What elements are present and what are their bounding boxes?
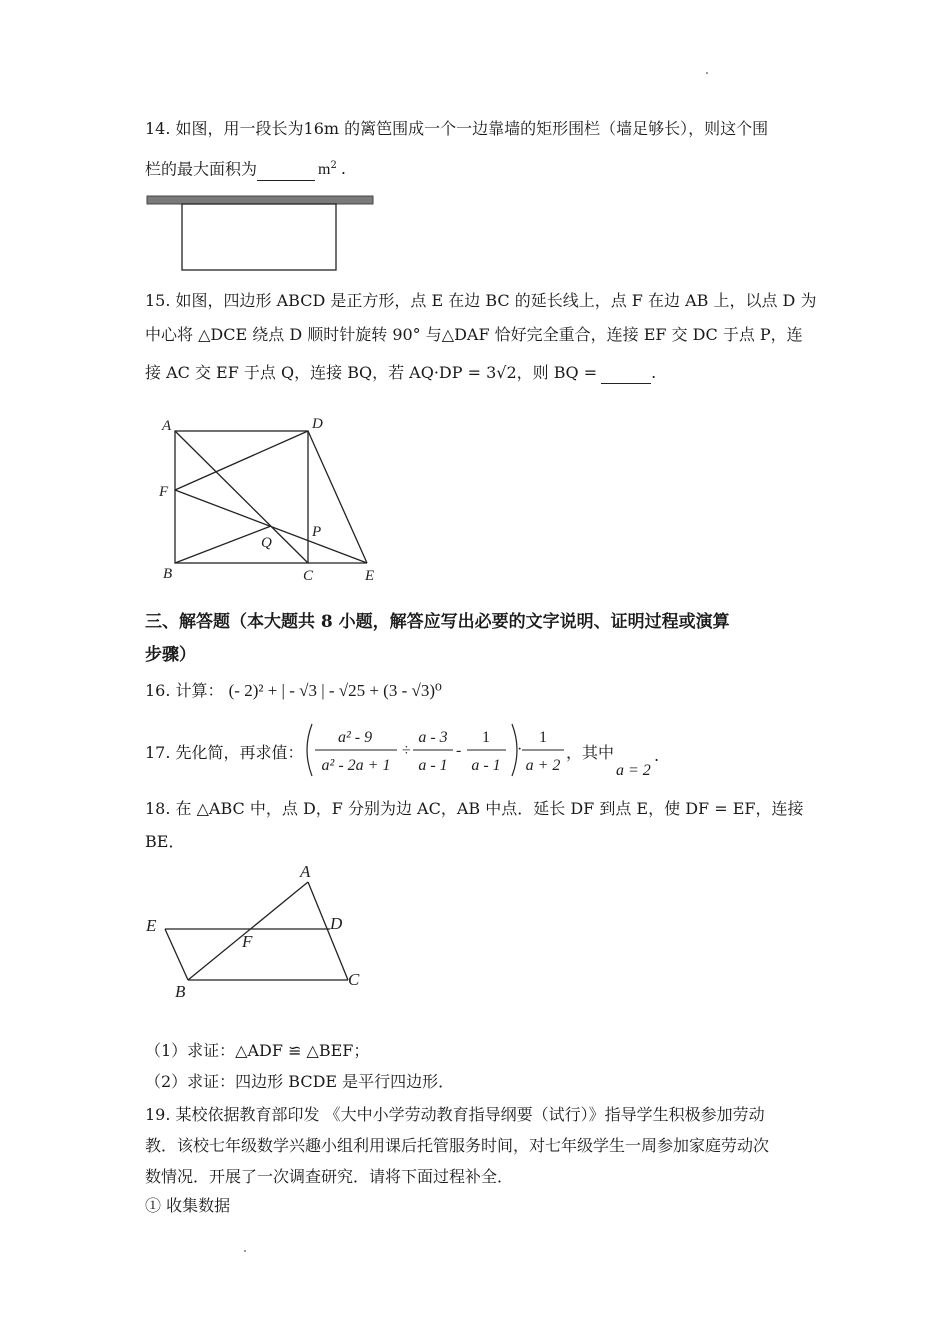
label-E: E: [365, 568, 375, 584]
label-D: D: [312, 416, 323, 432]
section-heading: 三、解答题（本大题共 8 小题，解答应写出必要的文字说明、证明过程或演算: [145, 612, 730, 632]
answer-blank-15: [601, 383, 651, 384]
label-A: A: [300, 862, 311, 881]
q15-line3: [145, 362, 656, 384]
f3-num: 1: [482, 729, 490, 746]
f4-den: a + 2: [525, 757, 561, 774]
label-F: F: [159, 484, 169, 500]
decorative-dot-top: [706, 72, 708, 74]
answer-blank-14: [257, 180, 315, 181]
f3-den: a - 1: [471, 757, 501, 774]
q15-line3-text: 接 AC 交 EF 于点 Q，连接 BQ，若 AQ·DP = 3√2，则 BQ =: [145, 363, 598, 382]
q18-figure: [140, 855, 380, 1005]
div-sign: ÷: [402, 742, 411, 759]
q19-line3: 数情况．开展了一次调查研究．请将下面过程补全．: [145, 1167, 514, 1186]
f2-den: a - 1: [418, 757, 448, 774]
q19-line2: 教．该校七年级数学兴趣小组利用课后托管服务时间，对七年级学生一周参加家庭劳动次: [145, 1136, 770, 1155]
label-C: C: [348, 970, 360, 989]
segment-DE: [308, 431, 367, 563]
q18-line1: 18. 在 △ABC 中，点 D，F 分别为边 AC，AB 中点．延长 DF 到点 E，使 DF = EF，连接: [145, 799, 804, 818]
q17-tail: ，其中: [566, 743, 615, 762]
q19-line4: ① 收集数据: [145, 1196, 231, 1215]
label-E: E: [146, 916, 157, 935]
segment-BQ: [175, 526, 271, 563]
label-B: B: [175, 982, 186, 1001]
q15-line1: 15. 如图，四边形 ABCD 是正方形，点 E 在边 BC 的延长线上，点 F 在边 AB 上，以点 D 为: [145, 291, 817, 310]
q14-unit: m: [318, 161, 331, 179]
minus-sign: -: [456, 742, 462, 759]
f1-den: a² - 2a + 1: [321, 757, 391, 774]
label-Q: Q: [261, 535, 272, 551]
segment-BA: [188, 882, 308, 980]
q16-label: 16. 计算：: [145, 681, 224, 700]
label-P: P: [312, 524, 322, 540]
q19-line1: 19. 某校依据教育部印发 《大中小学劳动教育指导纲要（试行）》指导学生积极参加劳动: [145, 1105, 765, 1124]
q14-line1: 14. 如图，用一段长为16m 的篱笆围成一个一边靠墙的矩形围栏（墙足够长），则这个围: [145, 119, 769, 138]
segment-FD: [175, 431, 308, 490]
q15-end: .: [651, 363, 657, 382]
left-paren: [307, 724, 312, 776]
label-F: F: [242, 932, 253, 951]
f4-num: 1: [539, 729, 547, 746]
q16: [145, 680, 442, 702]
f2-num: a - 3: [418, 729, 448, 746]
segment-EB: [165, 929, 188, 980]
label-C: C: [303, 568, 314, 584]
q15-square-figure: [150, 410, 390, 590]
q17-end: .: [654, 746, 660, 765]
dot-sign: ·: [517, 741, 523, 758]
q17-condition: a = 2: [616, 762, 651, 779]
q18-line2: BE．: [145, 832, 185, 851]
decorative-dot-bottom: [244, 1250, 246, 1252]
q14-line2-text: 栏的最大面积为: [145, 159, 258, 179]
q18-part1: （1）求证：△ADF ≌ △BEF；: [145, 1041, 370, 1060]
q16-expression: (- 2)² + | - √3 | - √25 + (3 - √3)⁰: [228, 681, 442, 700]
label-A: A: [162, 418, 172, 434]
q14-end: .: [340, 159, 346, 179]
wall: [147, 196, 373, 204]
label-B: B: [163, 566, 173, 582]
q14-unit-exp: 2: [330, 160, 337, 171]
q18-part2: （2）求证：四边形 BCDE 是平行四边形．: [145, 1072, 455, 1091]
label-D: D: [330, 914, 343, 933]
q14-line2: [145, 155, 346, 181]
f1-num: a² - 9: [337, 729, 373, 746]
q14-fence-figure: [140, 190, 380, 280]
q17-label: 17. 先化简，再求值：: [145, 743, 304, 762]
fence-rectangle: [182, 204, 336, 270]
section-heading-cont: 步骤）: [145, 645, 196, 665]
q15-line2: 中心将 △DCE 绕点 D 顺时针旋转 90° 与△DAF 恰好完全重合，连接 EF 交 DC 于点 P，连: [145, 325, 803, 344]
